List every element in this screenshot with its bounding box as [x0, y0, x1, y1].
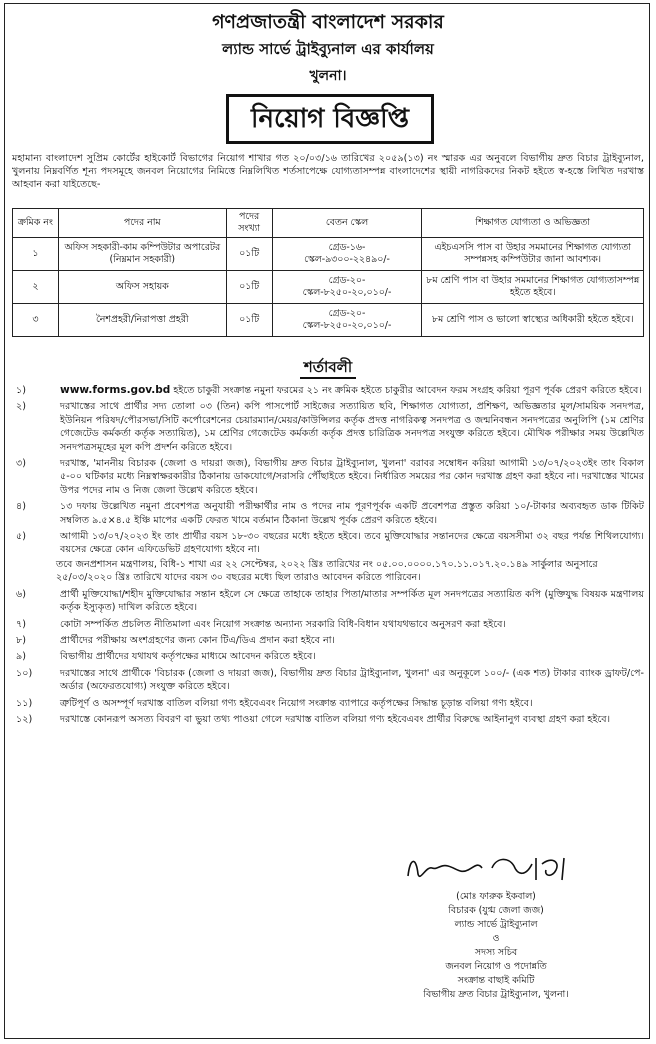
condition-number: ৪) [16, 501, 26, 513]
cell-post: অফিস সহায়ক [58, 271, 226, 304]
cell-scale: স্কেল-৯৩০০-২২৪৯০/- [304, 254, 390, 265]
condition-item [12, 500, 644, 527]
cell-qualification: ৮ম শ্রেণি পাস ও ভালো স্বাস্থ্যের অধিকারী হইতে হইবে। [422, 304, 644, 337]
col-pay-scale: বেতন স্কেল [272, 209, 422, 238]
condition-number: ২) [16, 401, 26, 413]
col-serial: ক্রমিক নং [13, 209, 59, 238]
conditions-heading-text: শর্তাবলী [300, 358, 356, 379]
condition-number: ৮) [16, 634, 26, 646]
cell-qualification: ৮ম শ্রেণি পাস বা উহার সমমানের শিক্ষাগত যোগ্যতাসম্পন্ন হইতে হইবে। [422, 271, 644, 304]
table-row [13, 304, 644, 337]
condition-number: ১) [16, 385, 26, 396]
cell-qualification: এইচএসসি পাস বা উহার সমমানের শিক্ষাগত যোগ্যতা সম্পন্নসহ কম্পিউটার জানা আবশ্যক। [422, 238, 644, 271]
cell-scale: স্কেল-৮২৫০-২০,০১০/- [302, 320, 392, 331]
header-city: খুলনা। [309, 68, 347, 84]
condition-text: দরখাস্ত, 'মাননীয় বিচারক (জেলা ও দায়রা জজ), বিভাগীয় দ্রুত বিচার ট্রাইব্যুনাল, খুলনা' বরাবর সম্বোধন করিয়া আগামী ১৩/০৭/২০২৩ইং তাং বিকাল ৫-০০ ঘটিকার মধ্যে নিম্নস্বাক্ষরকারীর ঠিকানায় ডাকযোগে/সরাসরি পৌঁছাইতে হইবে। নির্ধারিত সময়ের পর কোন দরখাস্ত গ্রহণ করা হইবে না। দরখাস্তের খামের উপর পদের নাম ও নিজ জেলা উল্লেখ করিতে হইবে। [60, 458, 644, 496]
cell-count: ০১টি [226, 271, 272, 304]
condition-text: দরখাস্তের সাথে প্রার্থীকে 'বিচারক (জেলা ও দায়রা জজ), বিভাগীয় দ্রুত বিচার ট্রাইব্যুনাল, খুলনা' এর অনুকূলে ১০০/- (এক শত) টাকার ব্যাংক ড্রাফট/পে-অর্ডার (অফেরতযোগ্য) সংযুক্ত করিতে হইবে। [60, 667, 644, 693]
condition-number: ৬) [16, 588, 26, 600]
condition-item [12, 618, 644, 631]
table-header-row [13, 209, 644, 238]
col-post: পদের নাম [58, 209, 226, 238]
condition-item [12, 697, 644, 710]
condition-text: ত্রুটিপূর্ণ ও অসম্পূর্ণ দরখাস্ত বাতিল বলিয়া গণ্য হইবেএবং নিয়োগ সংক্রান্ত ব্যাপারে কর্তৃপক্ষের সিদ্ধান্ত চূড়ান্ত বলিয়া গণ্য হইবে। [60, 697, 533, 709]
condition-text: বিভাগীয় প্রার্থীদের যথাযথ কর্তৃপক্ষের মাধ্যমে আবেদন করিতে হইবে। [60, 651, 316, 663]
condition-item [12, 457, 644, 497]
condition-item [12, 650, 644, 663]
forms-website-link[interactable]: www.forms.gov.bd [60, 384, 171, 396]
signer-committee-role: সদস্য সচিব [474, 947, 518, 958]
posts-table [12, 208, 644, 337]
condition-item [12, 588, 644, 615]
cell-serial: ১ [13, 238, 59, 271]
col-count: পদের সংখ্যা [226, 209, 272, 238]
condition-text: কোটা সম্পর্কিত প্রচলিত নীতিমালা এবং নিয়োগ সংক্রান্ত অন্যান্য সরকারি বিধি-বিধান যথাযথভাবে অনুসরণ করা হইবে। [60, 618, 506, 630]
cell-count: ০১টি [226, 238, 272, 271]
condition-item [12, 384, 644, 397]
signer-tribunal: বিভাগীয় দ্রুত বিচার ট্রাইব্যুনাল, খুলনা। [423, 989, 569, 1000]
condition-text: ১৩ দফায় উল্লেখিত নমুনা প্রবেশপত্র অনুযায়ী পরীক্ষার্থীর নাম ও পদের নাম পূরণপূর্বক একটি প্রবেশপত্র প্রস্তুত করিয়া ১০/-টাকার অব্যবহৃত ডাক টিকিট সম্বলিত ৯.৫×৪.৫ ইঞ্চি মাপের একটি ফেরত খামে বর্তমান ঠিকানা উল্লেখ পূর্বক প্রেরণ করিতে হইবে। [60, 501, 644, 526]
cell-post: অফিস সহকারী-কাম কম্পিউটার অপারেটর (নিম্নমান সহকারী) [58, 238, 226, 271]
handwritten-signature [396, 846, 646, 890]
header-office: ল্যান্ড সার্ভে ট্রাইব্যুনাল এর কার্যালয় [222, 40, 434, 58]
cell-pay-scale [272, 304, 422, 337]
signer-conjunction: ও [492, 933, 500, 944]
condition-text: প্রার্থী মুক্তিযোদ্ধা/শহীদ মুক্তিযোদ্ধার সন্তান হইলে সে ক্ষেত্রে তাহাকে তাহার পিতা/মাতার সম্পর্কিত মূল সনদপত্রের সত্যায়িত কপি (মুক্তিযুদ্ধ বিষয়ক মন্ত্রণালয় কর্তৃক ইস্যুকৃত) দাখিল করিতে হইবে। [60, 588, 644, 614]
notice-title: নিয়োগ বিজ্ঞপ্তি [226, 94, 434, 144]
condition-text: দরখাস্তের সাথে প্রার্থীর সদ্য তোলা ০৩ (তিন) কপি পাসপোর্ট সাইজের সত্যায়িত ছবি, শিক্ষাগত যোগ্যতা, প্রশিক্ষণ, অভিজ্ঞতার মূল/সাময়িক সনদপত্র, ইউনিয়ন পরিষদ/পৌরসভা/সিটি কর্পোরেশনের চেয়ারম্যান/মেয়র/কাউন্সিলর কর্তৃক প্রদত্ত নাগরিকত্ব সনদপত্র ও জন্মনিবন্ধন সনদপত্রের অনুলিপি (১ম শ্রেণির গেজেটেড কর্মকর্তা কর্তৃক সত্যায়িত), ১ম শ্রেণির গেজেটেড কর্মকর্তা কর্তৃক প্রদত্ত চারিত্রিক সনদপত্র সংযুক্ত করিতে হইবে। মৌখিক পরীক্ষার সময় উল্লেখিত সনদপত্রসমূহের মূল কপি প্রদর্শন করিতে হইবে। [60, 401, 644, 453]
signer-committee: জনবল নিয়োগ ও পদোন্নতি [445, 961, 547, 972]
condition-text: আগামী ১৩/০৭/২০২৩ ইং তাং প্রার্থীর বয়স ১৮-৩০ বছরের মধ্যে হইতে হইবে। তবে মুক্তিযোদ্ধার সন্তানদের ক্ষেত্রে বয়সসীমা ৩২ বছর পর্যন্ত শিথিলযোগ্য। বয়সের ক্ষেত্রে কোন এফিডেভিট গ্রহণযোগ্য হইবে না। [60, 531, 644, 556]
condition-number: ৭) [16, 618, 26, 630]
condition-item [12, 400, 644, 454]
cell-count: ০১টি [226, 304, 272, 337]
cell-grade: গ্রেড-২০- [328, 308, 366, 319]
conditions-heading [0, 356, 656, 381]
header-government: গণপ্রজাতন্ত্রী বাংলাদেশ সরকার [212, 11, 444, 33]
cell-post: নৈশপ্রহরী/নিরাপত্তা প্রহরী [58, 304, 226, 337]
condition-number: ৩) [16, 458, 26, 470]
condition-item [12, 530, 644, 557]
signer-office: ল্যান্ড সার্ভে ট্রাইব্যুনাল [454, 919, 538, 930]
table-row [13, 238, 644, 271]
cell-scale: স্কেল-৮২৫০-২০,০১০/- [302, 287, 392, 298]
cell-serial: ২ [13, 271, 59, 304]
intro-paragraph: মহামান্য বাংলাদেশ সুপ্রিম কোর্টের হাইকোর্ট বিভাগের নিয়োগ শাখার গত ২০/০৩/১৬ তারিখের ২০৫৯(১৩) নং স্মারক এর অনুবলে বিভাগীয় দ্রুত বিচার ট্রাইব্যুনাল, খুলনায় নিম্নবর্ণিত শূন্য পদসমূহে জনবল নিয়োগের নিমিত্তে নিম্নলিখিত শর্তসাপেক্ষে যোগ্যতাসম্পন্ন বাংলাদেশের স্থায়ী নাগরিকদের নিকট হইতে স্ব-হস্তে লিখিত দরখাস্ত আহবান করা যাইতেছে- [12, 153, 644, 190]
cell-serial: ৩ [13, 304, 59, 337]
condition-number: ১০) [16, 667, 33, 679]
conditions-list [12, 384, 644, 729]
condition-item [12, 634, 644, 647]
condition-number: ৯) [16, 651, 26, 663]
condition-item [12, 667, 644, 694]
cell-grade: গ্রেড-১৬- [328, 242, 366, 253]
col-qualification: শিক্ষাগত যোগ্যতা ও অভিজ্ঞতা [422, 209, 644, 238]
condition-item [12, 713, 644, 726]
table-row [13, 271, 644, 304]
condition-text: দরখাস্তে কোনরূপ অসত্য বিবরণ বা ভুয়া তথ্য পাওয়া গেলে দরখাস্ত বাতিল বলিয়া গণ্য হইবেএবং প্রার্থীর বিরুদ্ধে আইনানুগ ব্যবস্থা গ্রহণ করা হইবে। [60, 713, 611, 725]
condition-number: ৫) [16, 531, 26, 543]
condition-text-rest: হইতে চাকুরী সংক্রান্ত নমুনা ফরমের ২১ নং ক্রমিক হইতে চাকুরীর আবেদন ফরম সংগ্রহ করিয়া পূরণ পূর্বক প্রেরণ করিতে হইবে। [170, 385, 642, 396]
cell-pay-scale [272, 271, 422, 304]
signer-name: (মোঃ ফারুক ইকবাল) [456, 891, 536, 902]
condition-number: ১২) [16, 713, 33, 725]
condition-extra-note: তবে জনপ্রশাসন মন্ত্রণালয়, বিধি-১ শাখা এর ২২ সেপ্টেম্বর, ২০২২ খ্রিঃ তারিখের নং ০৫.০০.০০০০.১৭০.১১.০১৭.২০.১৪৯ সার্কুলার অনুসারে ২৫/০৩/২০২০ খ্রিঃ তারিখে যাদের বয়স ৩০ বছরের মধ্যে ছিল তারাও আবেদন করিতে পারিবেন। [56, 558, 598, 584]
signer-committee-2: সংক্রান্ত বাছাই কমিটি [457, 975, 535, 986]
signer-role: বিচারক (যুগ্ম জেলা জজ) [448, 905, 544, 916]
condition-text [60, 384, 644, 397]
cell-grade: গ্রেড-২০- [328, 275, 366, 286]
condition-number: ১১) [16, 697, 33, 709]
cell-pay-scale [272, 238, 422, 271]
signature-block [396, 890, 596, 1002]
condition-text: প্রার্থীদের পরীক্ষায় অংশগ্রহণের জন্য কোন টিএ/ডিএ প্রদান করা হইবে না। [60, 634, 335, 646]
